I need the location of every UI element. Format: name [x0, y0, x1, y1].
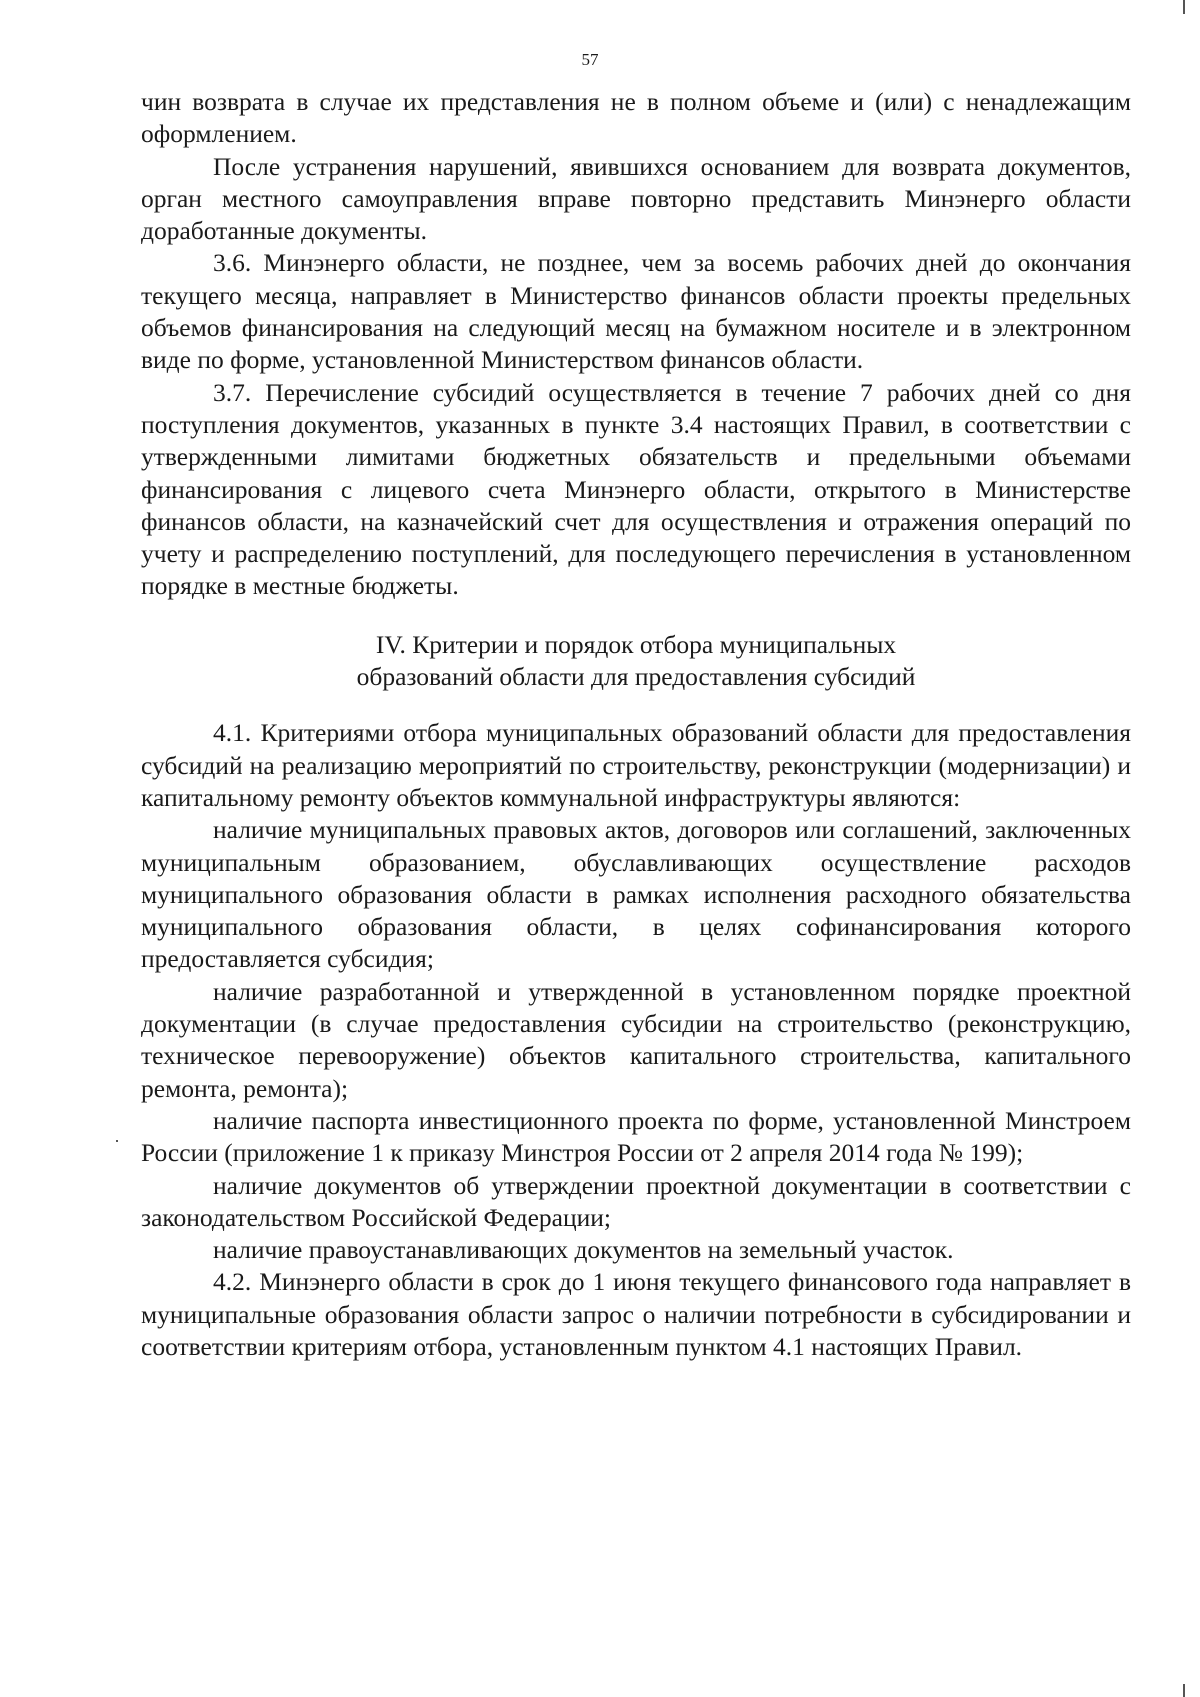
- paragraph-4-1: 4.1. Критериями отбора муниципальных образований области для предоставления субсидий на реализацию мероприятий по строительству, реконструкции (модернизации) и капитальному ремонту объектов коммунальной инфраструктуры являются:: [141, 718, 1131, 812]
- criteria-item: наличие паспорта инвестиционного проекта по форме, установленной Минстроем России (приложение 1 к приказу Минстроя России от 2 апреля 2014 года № 199);: [141, 1105, 1131, 1168]
- section-heading-line-2: образований области для предоставления субсидий: [356, 662, 916, 692]
- paragraph-4-2: 4.2. Минэнерго области в срок до 1 июня текущего финансового года направляет в муниципальные образования области запрос о наличии потребности в субсидировании и соответствии критериям отбора, установленным пунктом 4.1 настоящих Правил.: [141, 1267, 1131, 1361]
- scan-mark-margin-dot: [116, 1140, 118, 1142]
- criteria-item: наличие правоустанавливающих документов на земельный участок.: [213, 1235, 954, 1265]
- scan-mark-bottom-right: [1183, 1684, 1185, 1697]
- page-number: 57: [581, 50, 599, 69]
- criteria-item: наличие муниципальных правовых актов, договоров или соглашений, заключенных муниципальным образованием, обуславливающих осуществление расходов муниципального образования области в рамках исполнения расходного обязательства муниципального образования области, в целях софинансирования которого предоставляется субсидия;: [141, 815, 1131, 974]
- section-heading-line-1: IV. Критерии и порядок отбора муниципальных: [375, 629, 897, 659]
- scan-mark-top-right: [1183, 0, 1185, 14]
- criteria-item: наличие разработанной и утвержденной в установленном порядке проектной документации (в случае предоставления субсидии на строительство (реконструкцию, техническое перевооружение) объектов капитального строительства, капитального ремонта, ремонта);: [141, 976, 1131, 1103]
- criteria-item: наличие документов об утверждении проектной документации в соответствии с законодательством Российской Федерации;: [141, 1170, 1131, 1232]
- paragraph-3-7: 3.7. Перечисление субсидий осуществляется в течение 7 рабочих дней со дня поступления документов, указанных в пункте 3.4 настоящих Правил, в соответствии с утвержденными лимитами бюджетных обязательств и предельными объемами финансирования с лицевого счета Минэнерго области, открытого в Министерстве финансов области, на казначейский счет для осуществления и отражения операций по учету и распределению поступлений, для последующего перечисления в установленном порядке в местные бюджеты.: [141, 377, 1131, 601]
- paragraph-3-6: 3.6. Минэнерго области, не позднее, чем за восемь рабочих дней до окончания текущего месяца, направляет в Министерство финансов области проекты предельных объемов финансирования на следующий месяц на бумажном носителе и в электронном виде по форме, установленной Министерством финансов области.: [141, 248, 1131, 375]
- paragraph: После устранения нарушений, явившихся основанием для возврата документов, орган местного самоуправления вправе повторно представить Минэнерго области доработанные документы.: [141, 151, 1131, 246]
- document-body: [141, 86, 1131, 1363]
- section-heading: [141, 629, 1131, 694]
- paragraph-continuation: чин возврата в случае их представления не в полном объеме и (или) с ненадлежащим оформлением.: [141, 87, 1131, 149]
